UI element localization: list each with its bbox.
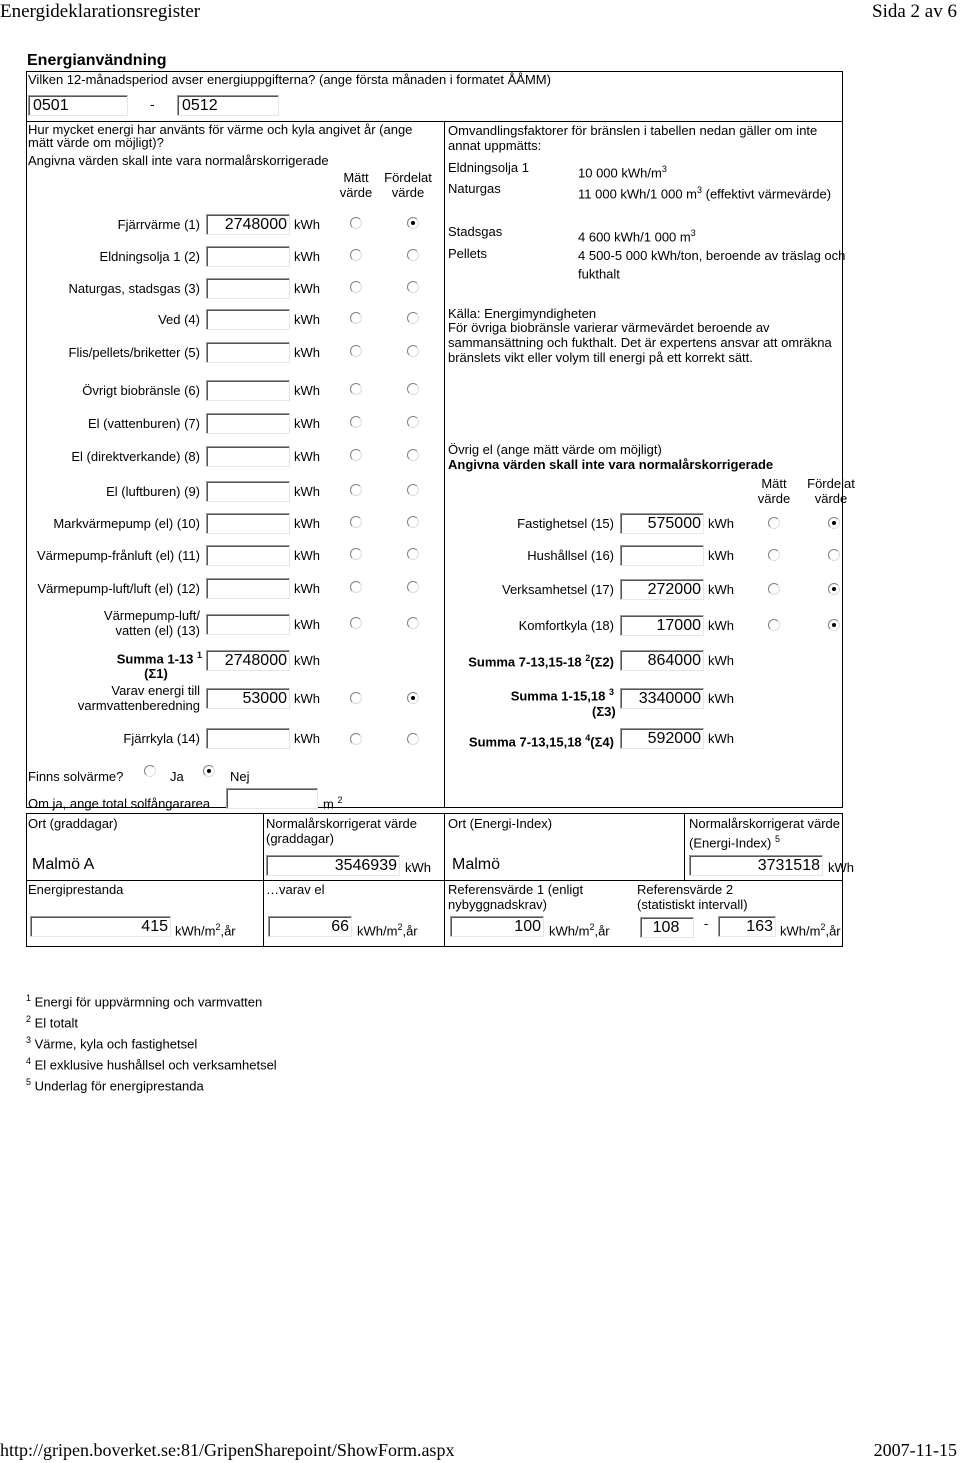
energy-row-value[interactable]: 2748000: [206, 214, 290, 235]
period-question: Vilken 12-månadsperiod avser energiuppgifterna? (ange första månaden i formatet ÅÅMM): [28, 72, 551, 87]
footnote: $^2$ El totalt: [26, 1014, 78, 1031]
ovrig-el-title: Övrig el (ange mätt värde om möjligt): [448, 442, 662, 457]
energy-row-fordelat-radio[interactable]: [407, 217, 419, 229]
norm-graddagar-label: Normalårskorrigerat värde (graddagar): [266, 816, 417, 846]
ort-index-value: Malmö: [452, 856, 501, 873]
ovrig-row-fordelat-radio[interactable]: [828, 517, 840, 529]
ort-index-label: Ort (Energi-Index): [448, 816, 553, 831]
energy-row-value[interactable]: [206, 309, 290, 330]
conversion-factor: 10 000 kWh/$m^3$: [578, 164, 667, 181]
energy-row-value[interactable]: [206, 342, 290, 363]
ref2-to[interactable]: 163: [718, 916, 776, 937]
ovrig-row-label: Hushållsel (16): [527, 548, 614, 563]
energy-row-unit: kWh: [294, 383, 320, 398]
varav-fordelat-radio[interactable]: [407, 692, 419, 704]
sum4-unit: kWh: [708, 731, 734, 746]
varav-el-value[interactable]: 66: [268, 916, 352, 937]
norm-index-unit: kWh: [828, 860, 854, 875]
energy-question: Hur mycket energi har använts för värme och kyla angivet år (ange mätt värde om möjligt)?: [28, 122, 413, 150]
source-title: Källa: Energimyndigheten: [448, 306, 597, 321]
energy-row-value[interactable]: [206, 545, 290, 566]
source-text: För övriga biobränsle varierar värmevärdet beroende av sammansättning och fukthalt. Det är expertens ansvar att omräkna bränslets vikt eller volym till energi på ett korrekt sätt.: [448, 320, 832, 365]
conversion-factor: 11 000 kWh/1 000 $m^3$ (effektivt värmevärde): [578, 185, 832, 202]
sum3-label: Summa 1-15,18 $^3$: [510, 687, 614, 704]
fjarrkyla-unit: kWh: [294, 731, 320, 746]
varav-el-label: …varav el: [266, 882, 325, 897]
period-dash: -: [150, 96, 155, 112]
fjarrkyla-matt-radio[interactable]: [350, 733, 362, 745]
energy-row-label: Markvärmepump (el) (10): [53, 516, 200, 531]
varav-value[interactable]: 53000: [206, 688, 290, 709]
footnote: $^3$ Värme, kyla och fastighetsel: [26, 1035, 198, 1052]
ovrig-row-label: Komfortkyla (18): [518, 618, 614, 633]
energy-row-fordelat-radio[interactable]: [407, 617, 419, 629]
energy-row-unit: kWh: [294, 345, 320, 360]
norm-graddagar-value[interactable]: 3546939: [266, 855, 400, 876]
ovrig-row-fordelat-radio[interactable]: [828, 619, 840, 631]
energy-row-label: Ved (4): [158, 312, 200, 327]
sum4-value[interactable]: 592000: [620, 728, 704, 749]
ovrig-row-unit: kWh: [708, 618, 734, 633]
solar-yes-label: Ja: [170, 769, 184, 784]
energy-row-unit: kWh: [294, 217, 320, 232]
energy-row-unit: kWh: [294, 281, 320, 296]
energy-row-value[interactable]: [206, 481, 290, 502]
energiprestanda-label: Energiprestanda: [28, 882, 124, 897]
footnote: $^1$ Energi för uppvärmning och varmvatten: [26, 993, 263, 1010]
energy-row-matt-radio[interactable]: [350, 516, 362, 528]
energy-row-matt-radio[interactable]: [350, 383, 362, 395]
ovrig-row-value[interactable]: [620, 545, 704, 566]
ovrig-row-unit: kWh: [708, 548, 734, 563]
energy-row-unit: kWh: [294, 581, 320, 596]
fjarrkyla-value[interactable]: [206, 728, 290, 749]
footnote: $^4$ El exklusive hushållsel och verksamhetsel: [26, 1056, 277, 1073]
energy-row-fordelat-radio[interactable]: [407, 581, 419, 593]
ref2-dash: -: [704, 916, 709, 931]
ovrig-row-matt-radio[interactable]: [768, 549, 780, 561]
fjarrkyla-fordelat-radio[interactable]: [407, 733, 419, 745]
summa-1-13-value[interactable]: 2748000: [206, 650, 290, 671]
energy-row-matt-radio[interactable]: [350, 249, 362, 261]
energy-row-fordelat-radio[interactable]: [407, 383, 419, 395]
ort-graddagar-label: Ort (graddagar): [28, 816, 118, 831]
ref1-unit: kWh/$m^2,år$: [549, 922, 610, 939]
section-title: Energianvändning: [27, 52, 167, 69]
conversion-fuel: Stadsgas: [448, 224, 503, 239]
energy-row-label: El (direktverkande) (8): [71, 449, 200, 464]
sum3-value[interactable]: 3340000: [620, 688, 704, 709]
ovrig-row-matt-radio[interactable]: [768, 583, 780, 595]
energy-row-label: Värmepump-luft/ vatten (el) (13): [103, 608, 200, 638]
energy-row-fordelat-radio[interactable]: [407, 249, 419, 261]
page-header-page: Sida 2 av 6: [872, 1, 957, 22]
results-hline: [26, 880, 843, 881]
page-header-title: Energideklarationsregister: [0, 1, 201, 22]
energy-row-unit: kWh: [294, 312, 320, 327]
energy-row-label: El (luftburen) (9): [106, 484, 200, 499]
energy-row-matt-radio[interactable]: [350, 617, 362, 629]
energy-row-label: Eldningsolja 1 (2): [99, 249, 200, 264]
page-footer-url: http://gripen.boverket.se:81/GripenSharepoint/ShowForm.aspx: [0, 1440, 455, 1460]
energy-row-fordelat-radio[interactable]: [407, 416, 419, 428]
ovrig-row-fordelat-radio[interactable]: [828, 583, 840, 595]
ovrig-col-fordelat: Fördelat värde: [807, 476, 855, 506]
ovrig-col-matt: Mätt värde: [757, 476, 791, 506]
ovrig-row-value[interactable]: 272000: [620, 579, 704, 600]
conversion-fuel: Pellets: [448, 246, 488, 261]
solar-area-input[interactable]: [226, 788, 318, 809]
energy-row-label: El (vattenburen) (7): [88, 416, 200, 431]
energy-row-unit: kWh: [294, 516, 320, 531]
energy-row-unit: kWh: [294, 484, 320, 499]
ort-graddagar-value: Malmö A: [32, 856, 95, 873]
col-header-fordelat: Fördelat värde: [384, 170, 432, 200]
ovrig-row-fordelat-radio[interactable]: [828, 549, 840, 561]
ovrig-row-value[interactable]: 17000: [620, 615, 704, 636]
period-to-input[interactable]: 0512: [177, 95, 279, 116]
energy-row-value[interactable]: [206, 246, 290, 267]
ovrig-el-note: Angivna värden skall inte vara normalårskorrigerade: [448, 457, 774, 472]
varav-unit: kWh: [294, 691, 320, 706]
energy-row-matt-radio[interactable]: [350, 345, 362, 357]
varav-el-unit: kWh/$m^2,år$: [357, 922, 418, 939]
energy-row-fordelat-radio[interactable]: [407, 516, 419, 528]
sum3-sigma: (Σ3): [592, 704, 616, 719]
solar-yes-radio[interactable]: [144, 765, 156, 777]
summa-1-13-sigma: (Σ1): [144, 666, 168, 681]
norm-index-value[interactable]: 3731518: [689, 855, 823, 876]
ref2-label: Referensvärde 2 (statistiskt intervall): [637, 882, 748, 912]
solar-area-label: Om ja, ange total solfångararea: [28, 796, 211, 811]
ref2-from[interactable]: 108: [640, 917, 694, 938]
energy-row-fordelat-radio[interactable]: [407, 449, 419, 461]
energy-row-fordelat-radio[interactable]: [407, 548, 419, 560]
ref1-label: Referensvärde 1 (enligt nybyggnadskrav): [448, 882, 584, 912]
energy-row-matt-radio[interactable]: [350, 548, 362, 560]
ovrig-row-matt-radio[interactable]: [768, 619, 780, 631]
sum4-label: Summa 7-13,15,18 $^4$(Σ4): [468, 733, 614, 750]
conversion-intro: Omvandlingsfaktorer för bränslen i tabellen nedan gäller om inte annat uppmätts:: [448, 123, 818, 153]
sum2-unit: kWh: [708, 653, 734, 668]
energy-row-fordelat-radio[interactable]: [407, 281, 419, 293]
norm-index-label1: Normalårskorrigerat värde: [689, 816, 840, 831]
norm-graddagar-unit: kWh: [405, 860, 431, 875]
energy-row-label: Värmepump-luft/luft (el) (12): [37, 581, 200, 596]
varav-matt-radio[interactable]: [350, 692, 362, 704]
energy-row-unit: kWh: [294, 548, 320, 563]
ovrig-row-label: Verksamhetsel (17): [502, 582, 614, 597]
solar-area-unit: m $^2$: [323, 795, 343, 812]
not-normalized-note: Angivna värden skall inte vara normalårskorrigerade: [28, 153, 329, 168]
results-divider-3: [684, 813, 685, 881]
energiprestanda-value[interactable]: 415: [30, 916, 171, 937]
energy-row-unit: kWh: [294, 249, 320, 264]
norm-index-label2: (Energi-Index) $^5$: [689, 834, 781, 851]
energy-row-value[interactable]: [206, 513, 290, 534]
energy-row-label: Övrigt biobränsle (6): [82, 383, 200, 398]
energy-row-matt-radio[interactable]: [350, 312, 362, 324]
footnote: $^5$ Underlag för energiprestanda: [26, 1077, 204, 1094]
energy-row-matt-radio[interactable]: [350, 484, 362, 496]
energy-row-label: Fjärrvärme (1): [117, 217, 200, 232]
sum2-label: Summa 7-13,15-18 $^2$(Σ2): [468, 653, 614, 670]
energy-row-label: Flis/pellets/briketter (5): [68, 345, 200, 360]
ovrig-row-value[interactable]: 575000: [620, 513, 704, 534]
col-header-matt: Mätt värde: [339, 170, 373, 200]
sum3-unit: kWh: [708, 691, 734, 706]
ovrig-row-unit: kWh: [708, 582, 734, 597]
conversion-fuel: Naturgas: [448, 181, 501, 196]
energy-row-matt-radio[interactable]: [350, 449, 362, 461]
energy-row-label: Naturgas, stadsgas (3): [68, 281, 200, 296]
fjarrkyla-label: Fjärrkyla (14): [123, 731, 200, 746]
energy-row-value[interactable]: [206, 446, 290, 467]
energy-row-value[interactable]: [206, 413, 290, 434]
energy-row-fordelat-radio[interactable]: [407, 484, 419, 496]
summa-1-13-label: Summa 1-13 $^1$: [116, 650, 202, 667]
energy-row-value[interactable]: [206, 614, 290, 635]
energy-row-matt-radio[interactable]: [350, 281, 362, 293]
page-footer-date: 2007-11-15: [873, 1440, 957, 1460]
conversion-fuel: Eldningsolja 1: [448, 160, 529, 175]
ovrig-row-unit: kWh: [708, 516, 734, 531]
ovrig-row-label: Fastighetsel (15): [517, 516, 614, 531]
energy-row-matt-radio[interactable]: [350, 581, 362, 593]
energy-row-unit: kWh: [294, 416, 320, 431]
summa-1-13-unit: kWh: [294, 653, 320, 668]
energy-row-value[interactable]: [206, 278, 290, 299]
varav-label: Varav energi till varmvattenberedning: [77, 683, 200, 713]
energy-row-matt-radio[interactable]: [350, 416, 362, 428]
ref2-unit: kWh/$m^2,år$: [780, 922, 841, 939]
solar-no-radio[interactable]: [203, 765, 215, 777]
solar-no-label: Nej: [230, 769, 250, 784]
conversion-factor: 4 600 kWh/1 000 $m^3$: [578, 228, 696, 245]
energy-row-unit: kWh: [294, 617, 320, 632]
energiprestanda-unit: kWh/$m^2,år$: [175, 922, 236, 939]
solar-question: Finns solvärme?: [28, 769, 124, 784]
energy-row-matt-radio[interactable]: [350, 217, 362, 229]
energy-row-value[interactable]: [206, 578, 290, 599]
ref1-value[interactable]: 100: [450, 916, 544, 937]
period-from-input[interactable]: 0501: [28, 95, 128, 116]
sum2-value[interactable]: 864000: [620, 650, 704, 671]
energy-row-unit: kWh: [294, 449, 320, 464]
conversion-factor: 4 500-5 000 kWh/ton, beroende av träslag och fukthalt: [578, 248, 846, 282]
energy-row-fordelat-radio[interactable]: [407, 345, 419, 357]
energy-row-label: Värmepump-frånluft (el) (11): [36, 548, 200, 563]
energy-row-fordelat-radio[interactable]: [407, 312, 419, 324]
ovrig-row-matt-radio[interactable]: [768, 517, 780, 529]
energy-row-value[interactable]: [206, 380, 290, 401]
